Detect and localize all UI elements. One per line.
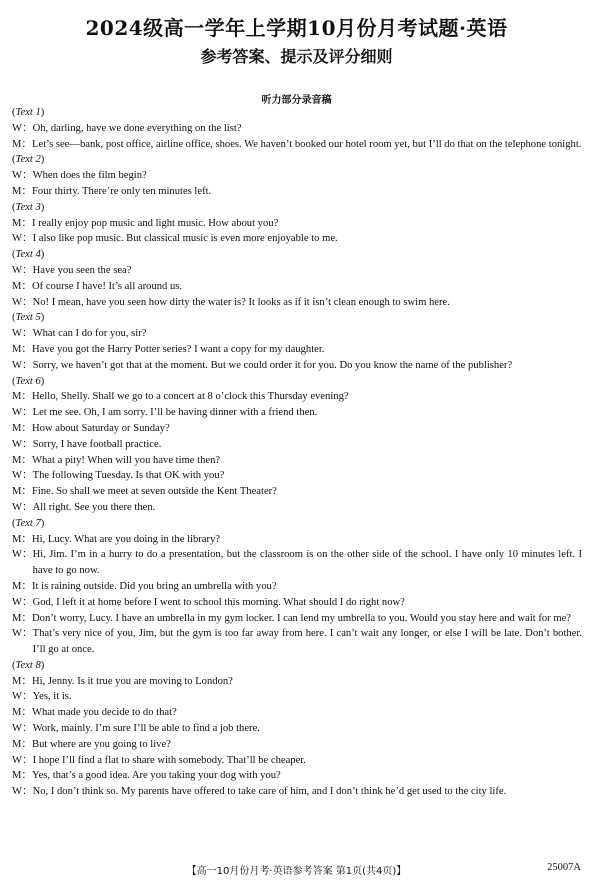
speaker: W	[12, 328, 22, 340]
dialogue-line: W： No! I mean, have you seen how dirty the water is? It looks as if it isn’t clean enough to swim here.	[12, 295, 582, 311]
dialogue-line: M： Four thirty. There’re only ten minutes left.	[12, 184, 582, 200]
text-label-name: Text 6	[15, 375, 41, 387]
dialogue-line: M： Have you got the Harry Potter series? I want a copy for my daughter.	[12, 342, 582, 358]
dialogue-text: What made you decide to do that?	[32, 707, 177, 719]
text-label: ( Text 7 )	[12, 516, 582, 532]
dialogue-text: Four thirty. There’re only ten minutes left.	[32, 185, 212, 197]
dialogue-line: W： Let me see. Oh, I am sorry. I’ll be having dinner with a friend then.	[12, 405, 582, 421]
speaker: W	[12, 296, 22, 308]
dialogue-line: W： When does the film begin?	[12, 168, 582, 184]
text-label-name: Text 3	[15, 201, 41, 213]
dialogue-text: Don’t worry, Lucy. I have an umbrella in my gym locker. I can lend my umbrella to you. Would you stay here and wait for me?	[32, 612, 572, 624]
document-title: 2024级高一学年上学期10月份月考试题·英语	[85, 16, 508, 40]
dialogue-text: No! I mean, have you seen how dirty the water is? It looks as if it isn’t clean enough to swim here.	[32, 296, 450, 308]
dialogue-line: W： What can I do for you, sir?	[12, 326, 582, 342]
dialogue-line: W： The following Tuesday. Is that OK with you?	[12, 468, 582, 484]
dialogue-line: W： I hope I’ll find a flat to share with somebody. That’ll be cheaper.	[12, 753, 582, 769]
dialogue-text: I hope I’ll find a flat to share with somebody. That’ll be cheaper.	[32, 754, 306, 766]
dialogue-line: W： Work, mainly. I’m sure I’ll be able to find a job there.	[12, 721, 582, 737]
speaker: M	[12, 533, 22, 545]
text-label: ( Text 6 )	[12, 374, 582, 390]
speaker: W	[12, 470, 22, 482]
transcript	[12, 105, 582, 800]
dialogue-text: Of course I have! It’s all around us.	[32, 280, 183, 292]
speaker: W	[12, 628, 22, 640]
text-label: ( Text 1 )	[12, 105, 582, 121]
dialogue-line: M： Hi, Jenny. Is it true you are moving to London?	[12, 674, 582, 690]
speaker: M	[12, 138, 22, 150]
dialogue-text: What can I do for you, sir?	[32, 328, 147, 340]
dialogue-line: M： It is raining outside. Did you bring an umbrella with you?	[12, 579, 582, 595]
dialogue-text: But where are you going to live?	[32, 738, 171, 750]
dialogue-line: W： Hi, Jim. I’m in a hurry to do a presentation, but the classroom is on the other side of the school. I have only 10 minutes left. I have to go now.	[12, 547, 582, 579]
dialogue-line: M： What made you decide to do that?	[12, 705, 582, 721]
speaker: M	[12, 422, 22, 434]
speaker: M	[12, 217, 22, 229]
dialogue-line: W： That’s very nice of you, Jim, but the gym is too far away from here. I can’t wait any longer, or else I will be late. Don’t bother. I’ll go at once.	[12, 626, 582, 658]
dialogue-text: Have you seen the sea?	[32, 264, 132, 276]
speaker: M	[12, 770, 22, 782]
page-footer	[0, 862, 593, 878]
dialogue-text: Oh, darling, have we done everything on the list?	[32, 122, 242, 134]
dialogue-text: All right. See you there then.	[32, 501, 156, 513]
speaker: W	[12, 549, 22, 561]
text-label-name: Text 7	[15, 517, 41, 529]
dialogue-text: Hello, Shelly. Shall we go to a concert at 8 o’clock this Thursday evening?	[32, 391, 349, 403]
speaker: M	[12, 343, 22, 355]
dialogue-line: M： Let’s see—bank, post office, airline office, shoes. We haven’t booked our hotel room yet, but I’ll do that on the telephone tonight.	[12, 137, 582, 153]
dialogue-text: When does the film begin?	[32, 170, 147, 182]
dialogue-text: I also like pop music. But classical music is even more enjoyable to me.	[32, 233, 338, 245]
dialogue-line: W： No, I don’t think so. My parents have offered to take care of him, and I don’t think he’d get used to the city life.	[12, 784, 582, 800]
dialogue-text: Let’s see—bank, post office, airline office, shoes. We haven’t booked our hotel room yet, but I’ll do that on the telephone tonight.	[32, 138, 582, 150]
speaker: W	[12, 438, 22, 450]
text-label: ( Text 2 )	[12, 152, 582, 168]
speaker: M	[12, 675, 22, 687]
dialogue-text: What a pity! When will you have time then?	[32, 454, 221, 466]
text-label-name: Text 2	[15, 154, 41, 166]
dialogue-text: Yes, that’s a good idea. Are you taking your dog with you?	[32, 770, 281, 782]
speaker: M	[12, 280, 22, 292]
dialogue-line: M： I really enjoy pop music and light music. How about you?	[12, 216, 582, 232]
dialogue-line: M： Hi, Lucy. What are you doing in the library?	[12, 532, 582, 548]
speaker: W	[12, 596, 22, 608]
dialogue-text: No, I don’t think so. My parents have offered to take care of him, and I don’t think he’d get used to the city life.	[32, 786, 507, 798]
speaker: M	[12, 612, 22, 624]
dialogue-text: God, I left it at home before I went to school this morning. What should I do right now?	[32, 596, 405, 608]
text-label: ( Text 8 )	[12, 658, 582, 674]
dialogue-line: M： Yes, that’s a good idea. Are you taking your dog with you?	[12, 768, 582, 784]
speaker: W	[12, 786, 22, 798]
document-subtitle: 参考答案、提示及评分细则	[200, 47, 393, 66]
dialogue-text: Yes, it is.	[32, 691, 72, 703]
text-label: ( Text 5 )	[12, 310, 582, 326]
speaker: W	[12, 264, 22, 276]
speaker: M	[12, 391, 22, 403]
dialogue-text: Work, mainly. I’m sure I’ll be able to find a job there.	[32, 723, 260, 735]
text-label: ( Text 3 )	[12, 200, 582, 216]
text-label-name: Text 1	[15, 107, 41, 118]
speaker: W	[12, 170, 22, 182]
dialogue-text: Sorry, we haven’t got that at the moment. But we could order it for you. Do you know the name of the publisher?	[32, 359, 513, 371]
dialogue-text: That’s very nice of you, Jim, but the gym is too far away from here. I can’t wait any longer, or else I will be late. Don’t bother. I’ll go at once.	[32, 628, 582, 656]
text-label: ( Text 4 )	[12, 247, 582, 263]
speaker: W	[12, 754, 22, 766]
dialogue-line: W： God, I left it at home before I went to school this morning. What should I do right now?	[12, 595, 582, 611]
speaker: W	[12, 723, 22, 735]
dialogue-line: W： All right. See you there then.	[12, 500, 582, 516]
section-title: 听力部分录音稿	[261, 95, 332, 106]
speaker: W	[12, 122, 22, 134]
speaker: W	[12, 233, 22, 245]
speaker: M	[12, 454, 22, 466]
speaker: M	[12, 707, 22, 719]
dialogue-line: M： Hello, Shelly. Shall we go to a concert at 8 o’clock this Thursday evening?	[12, 389, 582, 405]
dialogue-text: The following Tuesday. Is that OK with you?	[32, 470, 225, 482]
speaker: M	[12, 580, 22, 592]
dialogue-text: Hi, Jim. I’m in a hurry to do a presentation, but the classroom is on the other side of the school. I have only 10 minutes left. I have to go now.	[32, 549, 582, 577]
speaker: M	[12, 185, 22, 197]
speaker: W	[12, 501, 22, 513]
dialogue-line: W： Yes, it is.	[12, 689, 582, 705]
text-label-name: Text 8	[15, 659, 41, 671]
dialogue-text: Fine. So shall we meet at seven outside the Kent Theater?	[32, 486, 277, 498]
dialogue-text: How about Saturday or Sunday?	[32, 422, 170, 434]
text-label-name: Text 5	[15, 312, 41, 324]
text-label-name: Text 4	[15, 249, 41, 261]
dialogue-text: Sorry, I have football practice.	[32, 438, 162, 450]
dialogue-line: M： Of course I have! It’s all around us.	[12, 279, 582, 295]
dialogue-line: W： Oh, darling, have we done everything on the list?	[12, 121, 582, 137]
speaker: W	[12, 359, 22, 371]
dialogue-text: Have you got the Harry Potter series? I want a copy for my daughter.	[32, 343, 325, 355]
dialogue-line: M： Don’t worry, Lucy. I have an umbrella in my gym locker. I can lend my umbrella to you. Would you stay here and wait for me?	[12, 611, 582, 627]
footer-text: 【高一10月份月考·英语参考答案 第1页(共4页)】	[186, 866, 407, 877]
speaker: M	[12, 738, 22, 750]
speaker: W	[12, 407, 22, 419]
dialogue-line: M： But where are you going to live?	[12, 737, 582, 753]
dialogue-line: M： Fine. So shall we meet at seven outside the Kent Theater?	[12, 484, 582, 500]
speaker: M	[12, 486, 22, 498]
dialogue-text: Hi, Lucy. What are you doing in the library?	[32, 533, 220, 545]
dialogue-line: W： I also like pop music. But classical music is even more enjoyable to me.	[12, 231, 582, 247]
dialogue-text: Let me see. Oh, I am sorry. I’ll be having dinner with a friend then.	[32, 407, 318, 419]
dialogue-text: Hi, Jenny. Is it true you are moving to London?	[32, 675, 233, 687]
dialogue-text: It is raining outside. Did you bring an umbrella with you?	[32, 580, 277, 592]
dialogue-text: I really enjoy pop music and light music. How about you?	[32, 217, 279, 229]
dialogue-line: W： Sorry, we haven’t got that at the moment. But we could order it for you. Do you know the name of the publisher?	[12, 358, 582, 374]
footer-code: 25007A	[547, 862, 581, 873]
dialogue-line: M： What a pity! When will you have time then?	[12, 453, 582, 469]
dialogue-line: W： Sorry, I have football practice.	[12, 437, 582, 453]
dialogue-line: W： Have you seen the sea?	[12, 263, 582, 279]
speaker: W	[12, 691, 22, 703]
dialogue-line: M： How about Saturday or Sunday?	[12, 421, 582, 437]
